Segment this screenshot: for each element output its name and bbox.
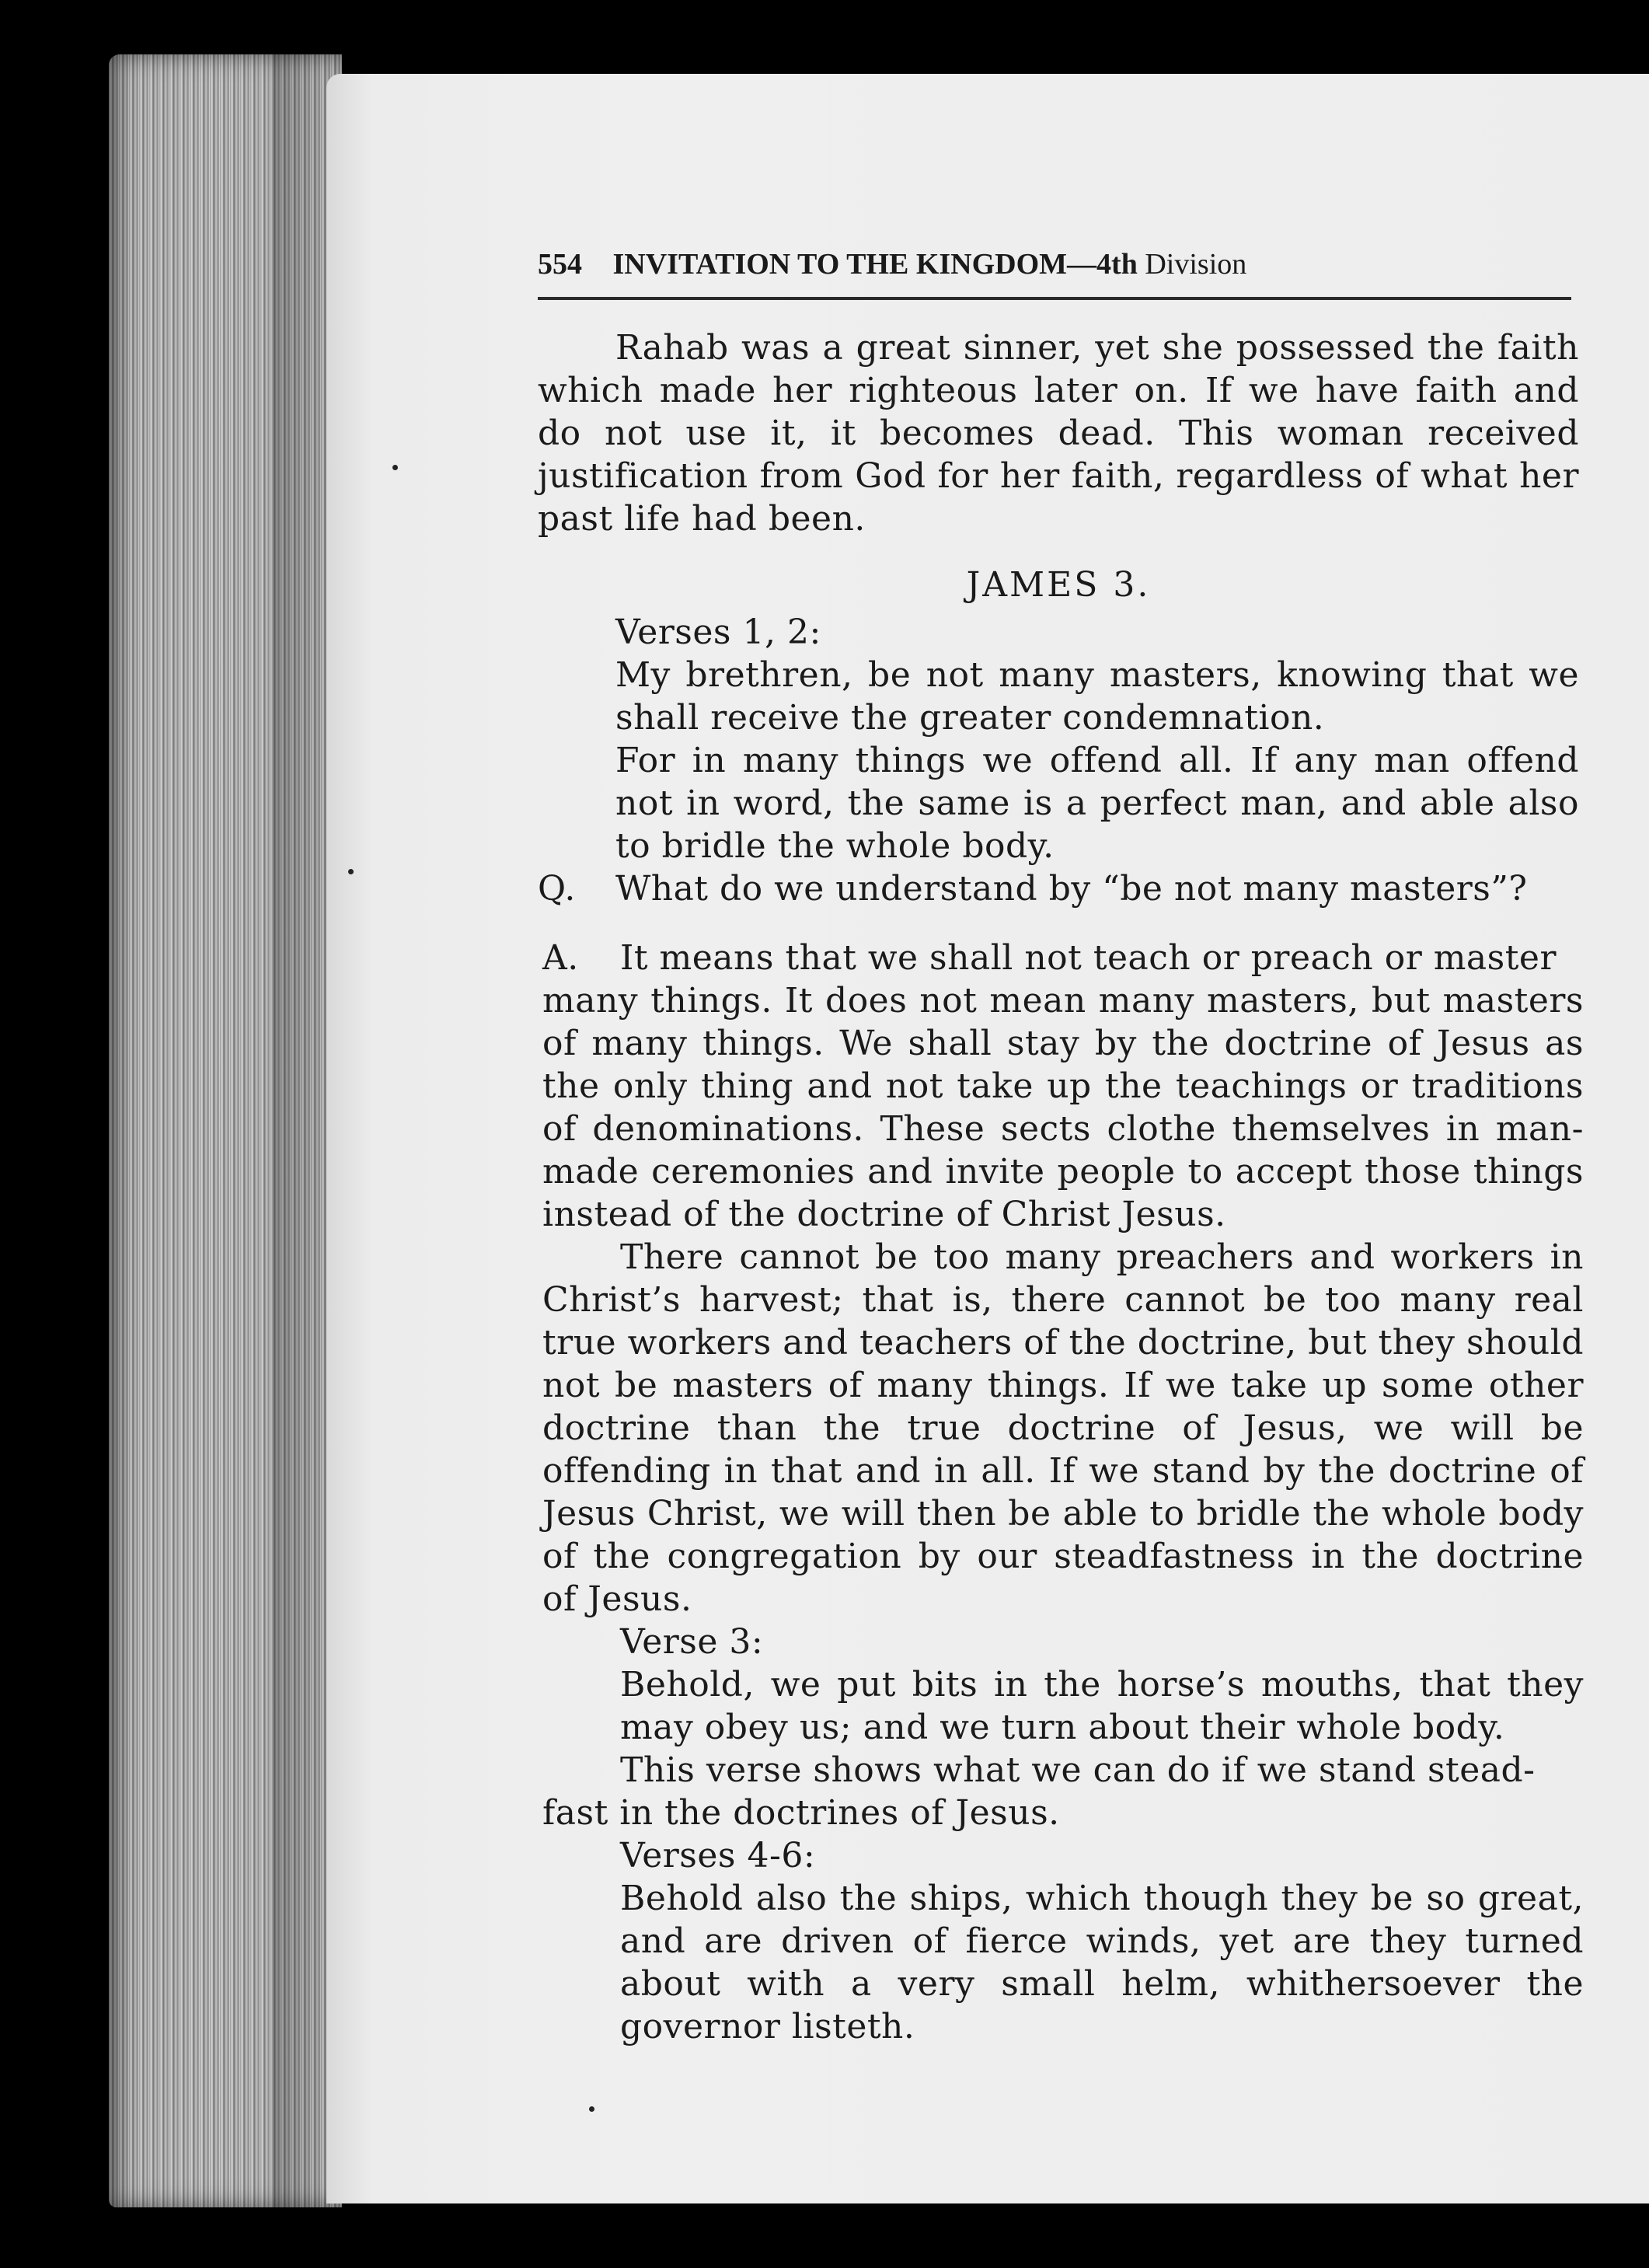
paragraph-steadfast-rest: fast in the doctrines of Jesus. [542,1793,1060,1833]
scan-speck [589,2106,594,2112]
header-rule [538,297,1571,300]
scripture-verse-3: Behold, we put bits in the horse’s mouths, that they may obey us; and we turn about their whole body. [620,1665,1584,1747]
scan-speck [392,465,398,470]
chapter-heading: JAMES 3. [966,565,1151,605]
book-page-edges [109,54,342,2207]
body-text-block-2 [542,937,1584,2048]
paragraph-rahab: Rahab was a great sinner, yet she possessed the faith which made her righteous later on. If we have faith and do not use it, it becomes dead. This woman received justification from God for her faith, regardless of what her past life had been. [538,328,1579,539]
page-number: 554 [538,248,582,281]
scripture-verse-2: For in many things we offend all. If any man offend not in word, the same is a perfect man, and able also to bridle the whole body. [615,741,1579,866]
answer-letter: A. [542,938,579,978]
answer-row [542,937,1584,979]
question-text: What do we understand by “be not many masters”? [615,869,1528,909]
body-text-block-1 [538,326,1579,910]
scan-speck [348,869,354,874]
running-division: Division [1145,248,1247,281]
scripture-verse-1: My brethren, be not many masters, knowing that we shall receive the greater condemnation. [615,655,1579,738]
question-row [538,867,1579,910]
question-letter: Q. [538,869,576,909]
paragraph-preachers: There cannot be too many preachers and workers in Christ’s harvest; that is, there cannot be too many real true workers and teachers of the doctrine, but they should not be masters of many things. If we take up some other doctrine than the true doctrine of Jesus, we will be offending in that and in all. If we stand by the doctrine of Jesus Christ, we will then be able to bridle the whole body of the congregation by our steadfastness in the doctrine of Jesus. [542,1237,1584,1619]
verses-label-4-6: Verses 4-6: [620,1836,816,1875]
verse-label-3: Verse 3: [620,1622,764,1662]
verses-label-1-2: Verses 1, 2: [615,612,821,652]
scripture-verse-4: Behold also the ships, which though they be so great, and are driven of fierce winds, yet are they turned about with a very small helm, whithersoever the governor listeth. [620,1879,1584,2046]
answer-first-line: It means that we shall not teach or preach or master [620,938,1557,978]
answer-text: many things. It does not mean many masters, but masters of many things. We shall stay by the doctrine of Jesus as the only thing and not take up the teachings or traditions of denominations. These sects clothe themselves in man-made ceremonies and invite people to accept those things instead of the doctrine of Christ Jesus. [542,981,1584,1234]
running-header [538,247,1571,281]
running-title: INVITATION TO THE KINGDOM—4th [612,248,1138,281]
paragraph-steadfast-first: This verse shows what we can do if we stand stead- [620,1750,1536,1790]
